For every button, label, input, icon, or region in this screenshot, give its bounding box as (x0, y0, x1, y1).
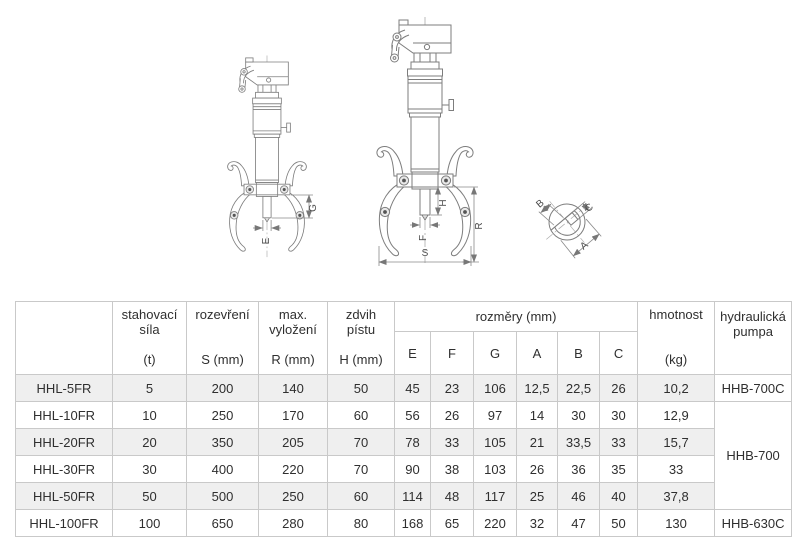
cell-f: 65 (431, 510, 474, 537)
cell-r: 205 (259, 429, 328, 456)
header-stroke (328, 302, 395, 375)
cell-a: 12,5 (517, 375, 558, 402)
cell-model: HHL-5FR (16, 375, 113, 402)
puller-drawing-small (228, 55, 319, 257)
header-dim-e: E (395, 332, 431, 375)
table-row (16, 456, 792, 483)
header-spread-label: rozevření (195, 307, 250, 322)
cell-g: 97 (474, 402, 517, 429)
header-model (16, 302, 113, 375)
cell-b: 46 (558, 483, 600, 510)
cell-s: 400 (187, 456, 259, 483)
cell-s: 200 (187, 375, 259, 402)
cell-s: 250 (187, 402, 259, 429)
table-row (16, 510, 792, 537)
header-stroke-unit: H (mm) (339, 352, 383, 367)
header-dim-c: C (600, 332, 638, 375)
cell-model: HHL-20FR (16, 429, 113, 456)
cell-kg: 130 (638, 510, 715, 537)
header-dimensions: rozměry (mm) (395, 302, 638, 332)
cell-r: 170 (259, 402, 328, 429)
dim-label-s: S (421, 248, 429, 259)
cell-g: 105 (474, 429, 517, 456)
cell-kg: 15,7 (638, 429, 715, 456)
cell-g: 220 (474, 510, 517, 537)
cell-model: HHL-100FR (16, 510, 113, 537)
cell-kg: 12,9 (638, 402, 715, 429)
cell-h: 70 (328, 429, 395, 456)
cell-e: 45 (395, 375, 431, 402)
cell-g: 117 (474, 483, 517, 510)
cell-b: 47 (558, 510, 600, 537)
cell-h: 50 (328, 375, 395, 402)
cell-h: 60 (328, 483, 395, 510)
cell-r: 250 (259, 483, 328, 510)
cell-r: 140 (259, 375, 328, 402)
jaw-tip-detail (529, 184, 609, 265)
cell-force: 5 (113, 375, 187, 402)
cell-c: 40 (600, 483, 638, 510)
header-dim-a: A (517, 332, 558, 375)
dim-label-e: E (261, 237, 272, 245)
cell-e: 168 (395, 510, 431, 537)
cell-s: 500 (187, 483, 259, 510)
dim-label-h: H (438, 199, 449, 207)
dim-label-c: C (583, 201, 596, 215)
cell-r: 280 (259, 510, 328, 537)
cell-a: 14 (517, 402, 558, 429)
cell-a: 21 (517, 429, 558, 456)
cell-g: 106 (474, 375, 517, 402)
cell-model: HHL-30FR (16, 456, 113, 483)
cell-kg: 10,2 (638, 375, 715, 402)
table-row (16, 375, 792, 402)
cell-b: 33,5 (558, 429, 600, 456)
cell-f: 38 (431, 456, 474, 483)
header-force-line1: stahovací (121, 307, 178, 322)
header-spread-unit: S (mm) (201, 352, 244, 367)
cell-e: 90 (395, 456, 431, 483)
header-force (113, 302, 187, 375)
cell-a: 26 (517, 456, 558, 483)
cell-pump: HHB-630C (715, 510, 792, 537)
header-stroke-line2: pístu (346, 322, 376, 337)
cell-force: 20 (113, 429, 187, 456)
header-reach-line2: vyložení (269, 322, 317, 337)
header-spread (187, 302, 259, 375)
table-row (16, 429, 792, 456)
cell-c: 26 (600, 375, 638, 402)
header-pump-line1: hydraulická (720, 308, 786, 324)
dim-label-b: B (534, 197, 547, 211)
cell-h: 80 (328, 510, 395, 537)
header-reach-line1: max. (278, 307, 308, 322)
cell-s: 350 (187, 429, 259, 456)
header-stroke-line1: zdvih (345, 307, 377, 322)
spec-table (15, 301, 792, 537)
cell-c: 30 (600, 402, 638, 429)
cell-b: 22,5 (558, 375, 600, 402)
cell-b: 30 (558, 402, 600, 429)
cell-f: 26 (431, 402, 474, 429)
cell-h: 60 (328, 402, 395, 429)
dim-label-g: G (308, 204, 319, 212)
cell-e: 78 (395, 429, 431, 456)
puller-drawing-large (377, 17, 485, 266)
dim-label-f: F (418, 234, 429, 242)
cell-s: 650 (187, 510, 259, 537)
cell-model: HHL-10FR (16, 402, 113, 429)
cell-a: 32 (517, 510, 558, 537)
header-reach-unit: R (mm) (271, 352, 315, 367)
cell-f: 33 (431, 429, 474, 456)
cell-g: 103 (474, 456, 517, 483)
header-reach (259, 302, 328, 375)
dim-label-a: A (578, 239, 591, 253)
cell-r: 220 (259, 456, 328, 483)
cell-kg: 33 (638, 456, 715, 483)
cell-kg: 37,8 (638, 483, 715, 510)
table-row (16, 402, 792, 429)
header-pump-line2: pumpa (733, 323, 773, 339)
cell-pump: HHB-700C (715, 375, 792, 402)
header-force-unit: (t) (143, 352, 156, 367)
header-force-line2: síla (139, 322, 160, 337)
cell-e: 114 (395, 483, 431, 510)
cell-f: 23 (431, 375, 474, 402)
cell-c: 35 (600, 456, 638, 483)
cell-h: 70 (328, 456, 395, 483)
cell-pump: HHB-700 (715, 402, 792, 510)
header-row-top (16, 302, 792, 332)
header-dim-g: G (474, 332, 517, 375)
cell-c: 50 (600, 510, 638, 537)
header-dim-b: B (558, 332, 600, 375)
dim-label-r: R (474, 222, 485, 230)
cell-f: 48 (431, 483, 474, 510)
cell-b: 36 (558, 456, 600, 483)
cell-force: 50 (113, 483, 187, 510)
header-weight-unit: (kg) (664, 352, 688, 367)
header-weight-label: hmotnost (649, 307, 703, 322)
cell-force: 100 (113, 510, 187, 537)
cell-force: 30 (113, 456, 187, 483)
cell-model: HHL-50FR (16, 483, 113, 510)
table-row (16, 483, 792, 510)
header-pump (715, 302, 792, 375)
cell-e: 56 (395, 402, 431, 429)
header-weight (638, 302, 715, 375)
cell-c: 33 (600, 429, 638, 456)
cell-a: 25 (517, 483, 558, 510)
cell-force: 10 (113, 402, 187, 429)
header-dim-f: F (431, 332, 474, 375)
